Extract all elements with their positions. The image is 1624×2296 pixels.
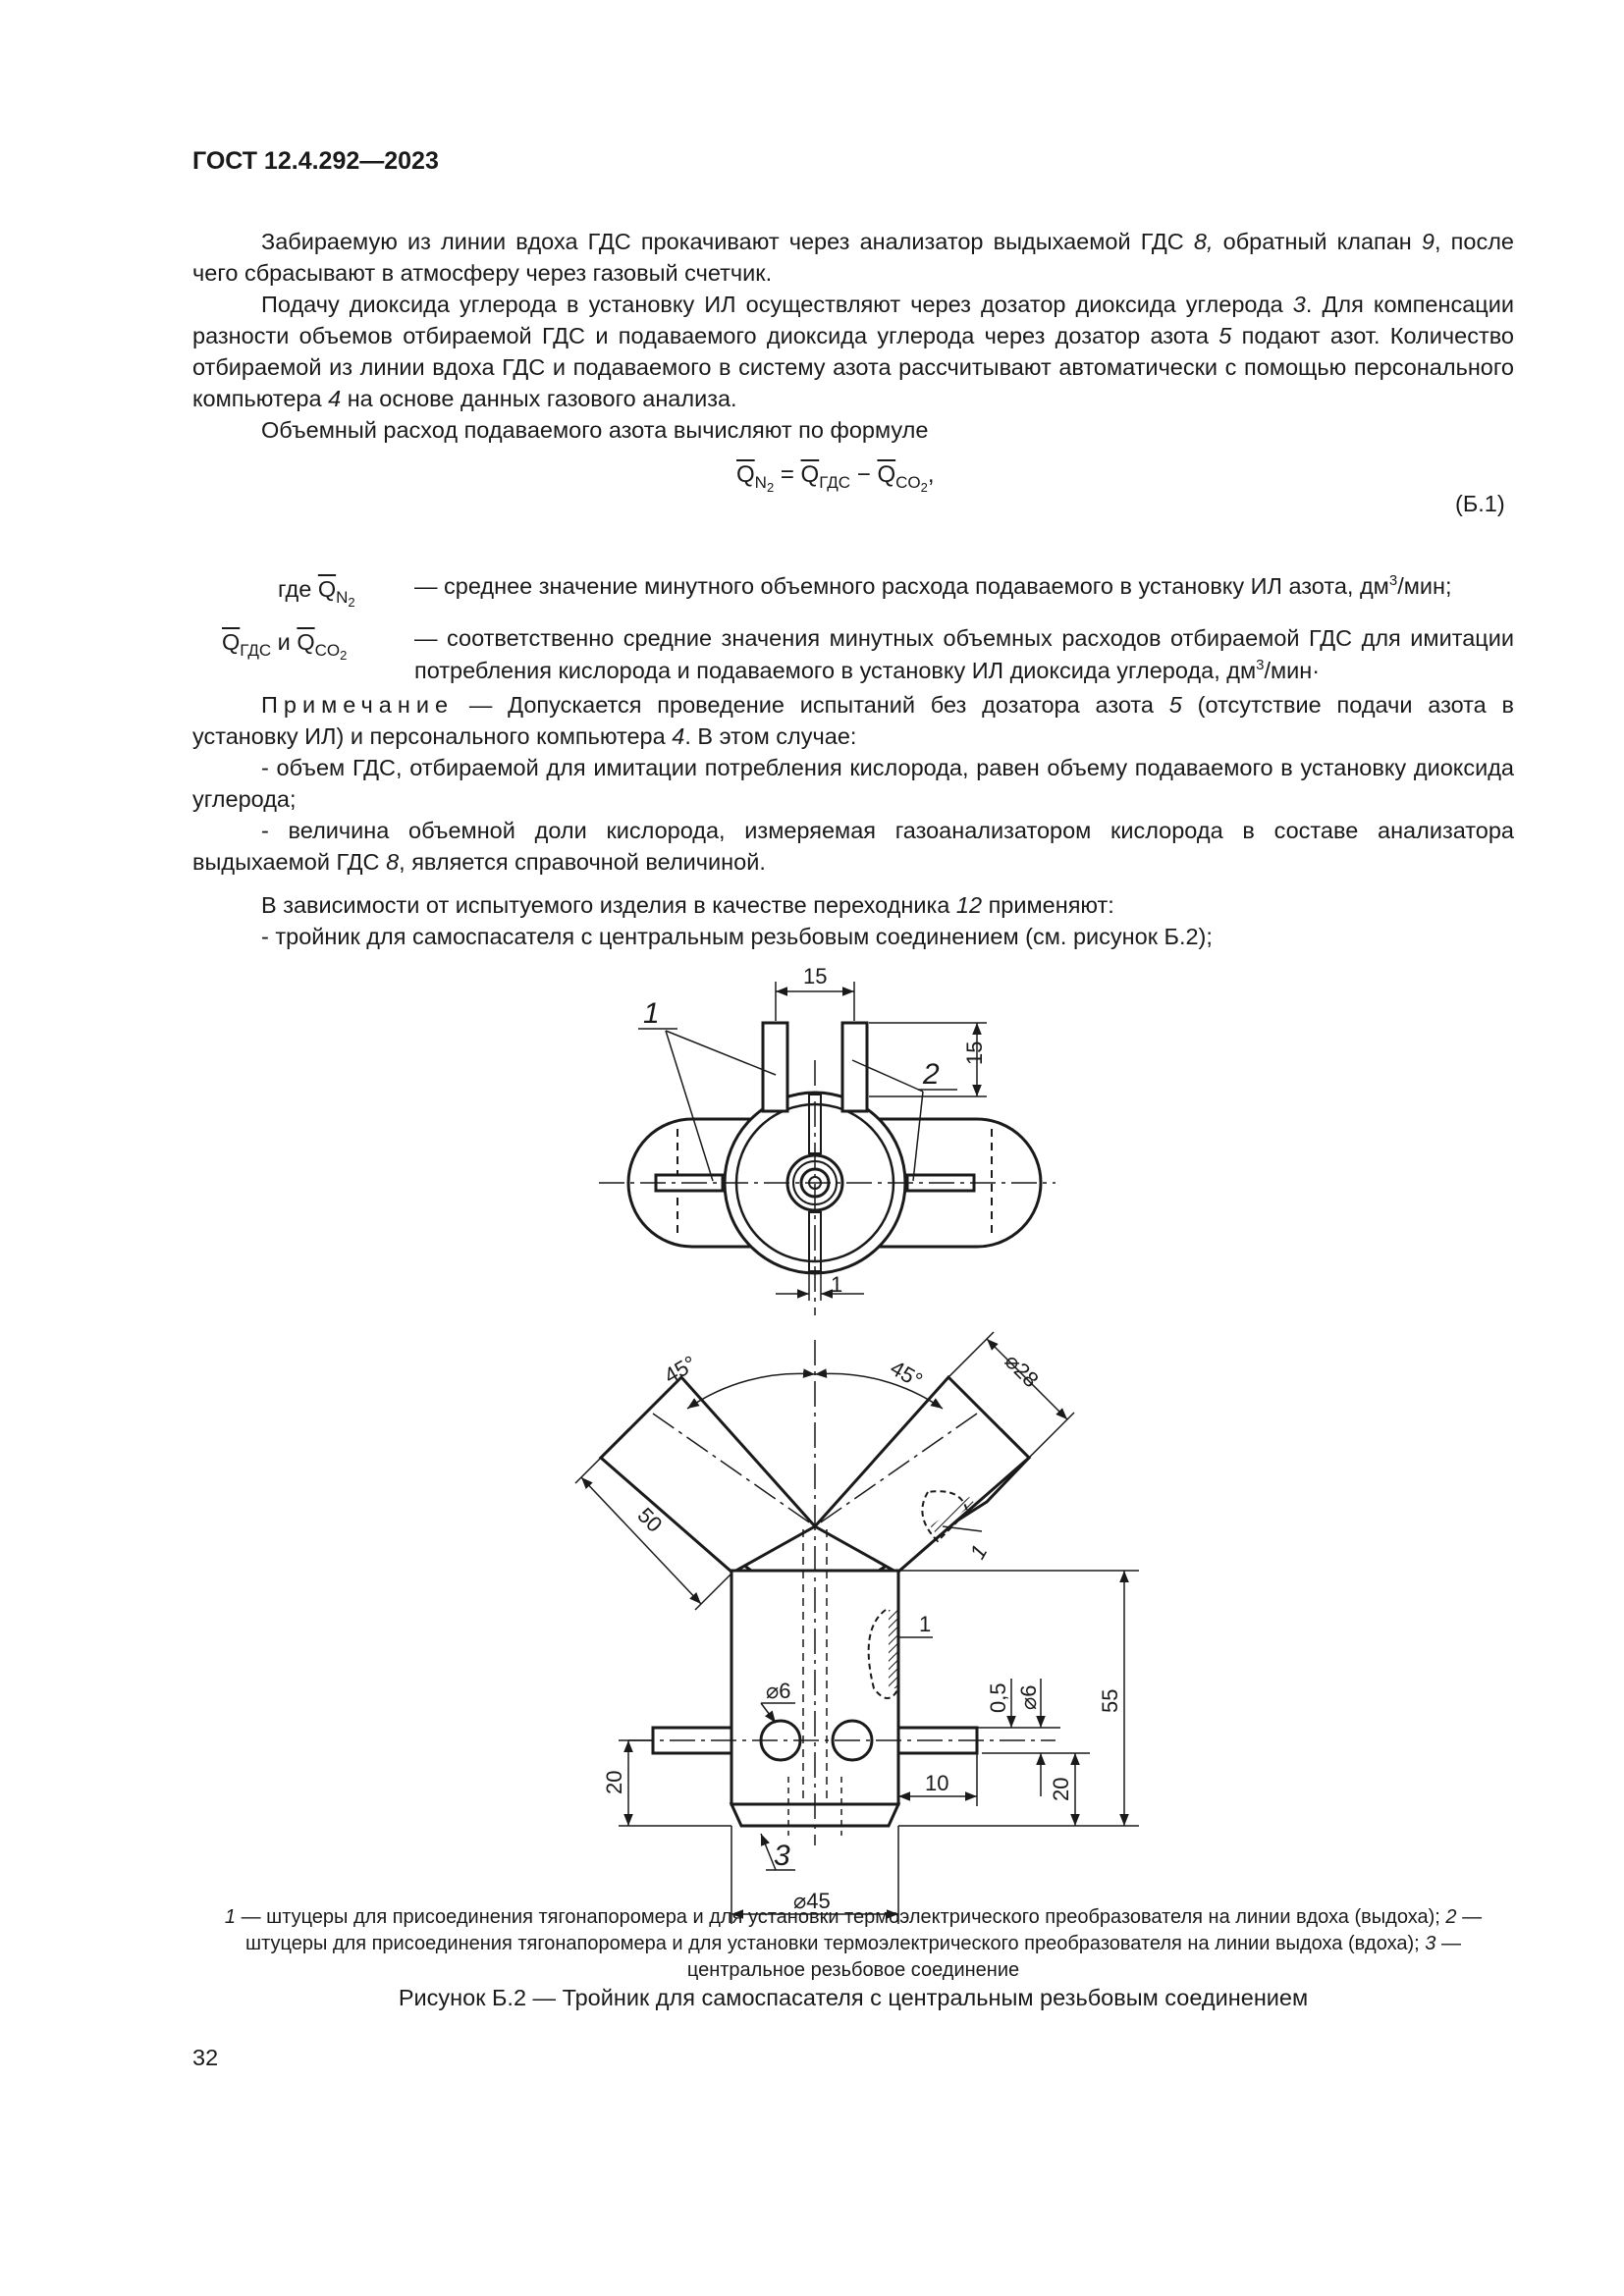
dim-15-side: 15	[962, 1041, 987, 1065]
note-item-2: - величина объемной доли кислорода, измеряемая газоанализатором кислорода в составе анализатора выдыхаемой ГДС 8, является справочной величиной.	[192, 818, 1514, 875]
document-header: ГОСТ 12.4.292—2023	[192, 147, 439, 175]
section-hatch-right	[889, 1610, 898, 1688]
where-def-qgds-qco2: — соответственно средние значения минутных объемных расходов отбираемой ГДС для имитации потребления кислорода и подаваемого в установку ИЛ диоксида углерода, $дм^3/мин\cdot$	[414, 625, 1514, 683]
dim-55: 55	[1098, 1688, 1122, 1713]
callout-3: 3	[774, 1840, 790, 1872]
dim-diameter-6-hole: ⌀6	[766, 1679, 791, 1703]
note-item-1: - объем ГДС, отбираемой для имитации потребления кислорода, равен объему подаваемого в установку диоксида углерода;	[192, 755, 1514, 812]
figure-title: Рисунок Б.2 — Тройник для самоспасателя с центральным резьбовым соединением	[398, 1985, 1309, 2010]
adapter-item-1: - тройник для самоспасателя с центральным резьбовым соединением (см. рисунок Б.2);	[261, 924, 1213, 949]
dim-10: 10	[925, 1771, 949, 1795]
adapter-intro: В зависимости от испытуемого изделия в качестве переходника 12 применяют:	[261, 892, 1114, 918]
callout-2-top: 2	[923, 1058, 940, 1091]
angle-45-left: 45°	[660, 1351, 701, 1389]
formula-number: (Б.1)	[1455, 491, 1505, 516]
paragraph-formula-intro: Объемный расход подаваемого азота вычисляют по формуле	[261, 417, 929, 443]
dim-diameter-6-side: ⌀6	[1016, 1684, 1041, 1710]
where-term-qgds-qco2: $\overline{Q}_{ГДС}$ и $\overline{Q}_{CO2}$	[222, 629, 348, 663]
dim-20-right: 20	[1049, 1777, 1073, 1801]
angle-45-right: 45°	[886, 1355, 927, 1393]
left-branch	[601, 1377, 815, 1573]
paragraph-exhaled-gas: Забираемую из линии вдоха ГДС прокачивают через анализатор выдыхаемой ГДС 8, обратный клапан 9, после чего сбрасывают в атмосферу через газовый счетчик.	[192, 229, 1514, 286]
top-view	[599, 982, 1056, 1315]
top-nozzle-right	[842, 1023, 867, 1111]
top-nozzle-left	[763, 1023, 787, 1111]
dim-1-right: 1	[919, 1612, 932, 1636]
front-view	[575, 1332, 1139, 1924]
where-def-qn2: — среднее значение минутного объемного расхода подаваемого в установку ИЛ азота, $дм^3$/мин;	[414, 572, 1452, 599]
right-branch	[815, 1377, 1029, 1573]
formula-b1: $\overline{Q}_{N2} = \overline{Q}_{ГДС} - \overline{Q}_{CO2}$,	[736, 461, 935, 495]
paragraph-co2-supply: Подачу диоксида углерода в установку ИЛ осуществляют через дозатор диоксида углерода 3. Для компенсации разности объемов отбираемой ГДС и подаваемого диоксида углерода через дозатор азота 5 подают азот. Количество отбираемой из линии вдоха ГДС и подаваемого в систему азота рассчитывают автоматически с помощью персонального компьютера 4 на основе данных газового анализа.	[192, 292, 1515, 411]
dim-15-top: 15	[803, 964, 828, 988]
dim-50: 50	[632, 1502, 668, 1537]
page-number: 32	[192, 2045, 219, 2070]
note-paragraph: Примечание — Допускается проведение испытаний без дозатора азота 5 (отсутствие подачи азота в установку ИЛ) и персонального компьютера 4. В этом случае:	[192, 692, 1514, 749]
figure-legend: 1 — штуцеры для присоединения тягонапоромера и для установки термоэлектрического преобразователя на линии вдоха (выдоха); 2 — штуцеры для присоединения тягонапоромера и для установки термоэлектрического преобразователя на линии выдоха (вдоха); 3 — центральное резьбовое соединение	[224, 1906, 1483, 1981]
dim-1-bottom: 1	[831, 1272, 843, 1297]
dim-diameter-45: ⌀45	[793, 1889, 831, 1913]
dim-0-5: 0,5	[986, 1682, 1010, 1713]
dim-diameter-28: ⌀28	[1000, 1348, 1044, 1393]
dim-20-left: 20	[602, 1770, 626, 1794]
dim-1-right-upper: 1	[964, 1540, 993, 1564]
where-term-qn2: где $\overline{Q}_{N2}$	[278, 576, 355, 610]
callout-1-top: 1	[643, 997, 660, 1030]
